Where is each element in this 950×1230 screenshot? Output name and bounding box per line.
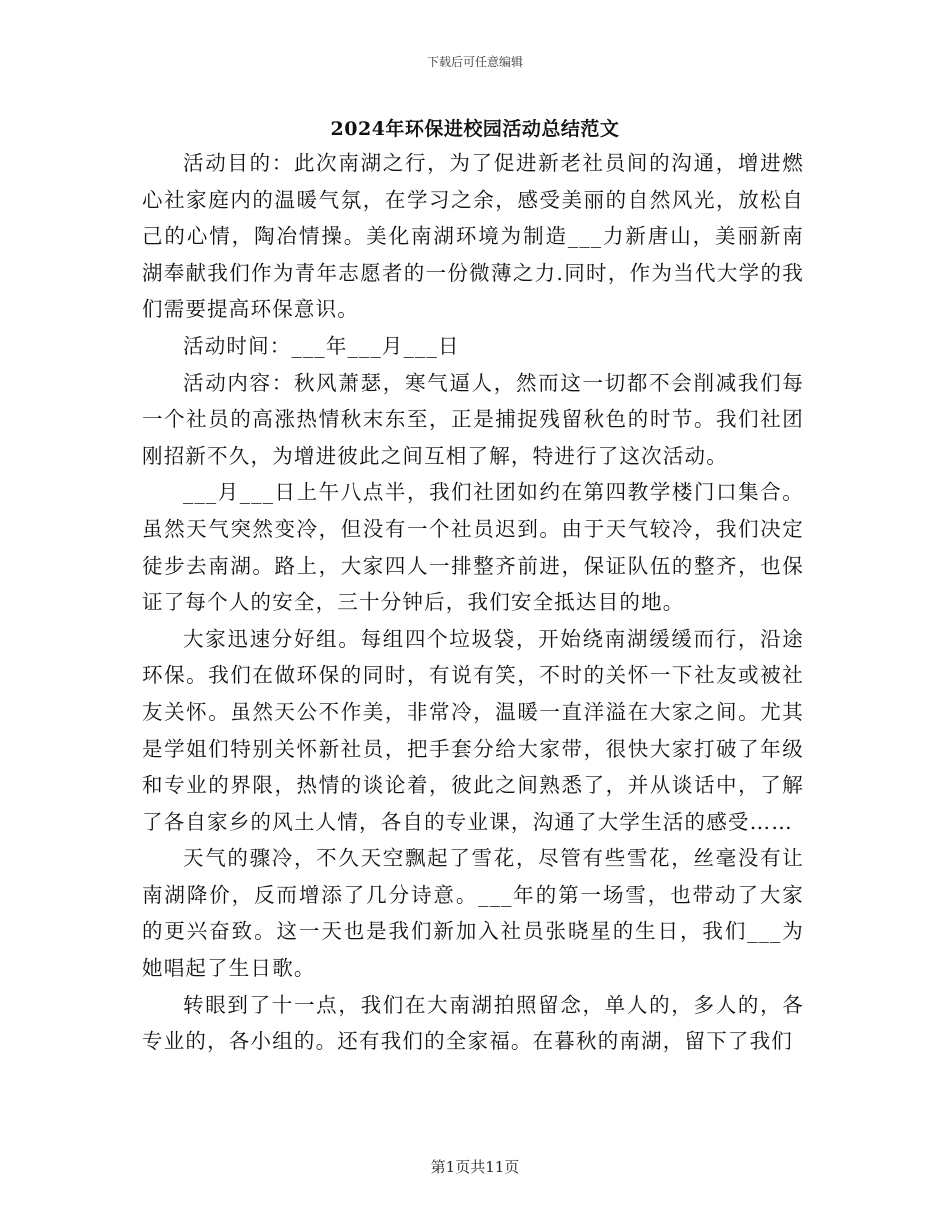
paragraph-photo: 转眼到了十一点，我们在大南湖拍照留念，单人的，多人的，各专业的，各小组的。还有我们的全家福。在暮秋的南湖，留下了我们 bbox=[142, 992, 804, 1054]
page-number: 第1页共11页 bbox=[430, 1158, 520, 1176]
document-title: 2024年环保进校园活动总结范文 bbox=[330, 118, 620, 140]
paragraph-grouping: 大家迅速分好组。每组四个垃圾袋，开始绕南湖缓缓而行，沿途环保。我们在做环保的同时，有说有笑，不时的关怀一下社友或被社友关怀。虽然天公不作美，非常冷，温暖一直洋溢在大家之间。尤其是学姐们特别关怀新社员，把手套分给大家带，很快大家打破了年级和专业的界限，热情的谈论着，彼此之间熟悉了，并从谈话中，了解了各自家乡的风土人情，各自的专业课，沟通了大学生活的感受…… bbox=[142, 626, 804, 834]
document-body bbox=[142, 145, 804, 1060]
paragraph-snow: 天气的骤冷，不久天空飘起了雪花，尽管有些雪花，丝毫没有让南湖降价，反而增添了几分诗意。___年的第一场雪，也带动了大家的更兴奋致。这一天也是我们新加入社员张晓星的生日，我们___为她唱起了生日歌。 bbox=[142, 846, 804, 981]
paragraph-content: 活动内容：秋风萧瑟，寒气逼人，然而这一切都不会削减我们每一个社员的高涨热情秋末东至，正是捕捉残留秋色的时节。我们社团刚招新不久，为增进彼此之间互相了解，特进行了这次活动。 bbox=[142, 370, 804, 468]
paragraph-time: 活动时间：___年___月___日 bbox=[183, 333, 460, 358]
paragraph-gathering: ___月___日上午八点半，我们社团如约在第四教学楼门口集合。虽然天气突然变冷，但没有一个社员迟到。由于天气较冷，我们决定徒步去南湖。路上，大家四人一排整齐前进，保证队伍的整齐，也保证了每个人的安全，三十分钟后，我们安全抵达目的地。 bbox=[142, 480, 804, 615]
paragraph-purpose: 活动目的：此次南湖之行，为了促进新老社员间的沟通，增进燃心社家庭内的温暖气氛，在学习之余，感受美丽的自然风光，放松自己的心情，陶冶情操。美化南湖环境为制造___力新唐山，美丽新南湖奉献我们作为青年志愿者的一份微薄之力.同时，作为当代大学的我们需要提高环保意识。 bbox=[142, 151, 804, 322]
page-header-note: 下载后可任意编辑 bbox=[426, 55, 523, 69]
